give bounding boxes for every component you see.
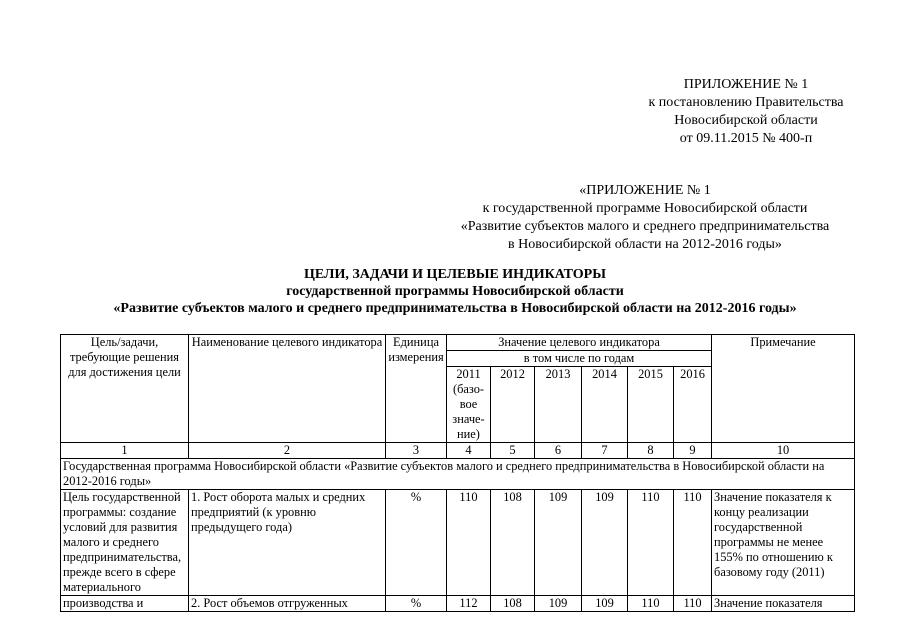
header-row xyxy=(61,335,855,351)
indicator-value: 112 xyxy=(447,596,491,612)
indicator-value: 109 xyxy=(582,596,628,612)
indicator-unit: % xyxy=(386,490,447,596)
column-number-row xyxy=(61,443,855,459)
table-row xyxy=(61,596,855,612)
header-unit: Единица измерения xyxy=(386,335,447,443)
header-year-base: 2011 (базо-вое значе-ние) xyxy=(447,367,491,443)
indicator-value: 108 xyxy=(491,596,535,612)
appendix-line: ПРИЛОЖЕНИЕ № 1 xyxy=(683,77,809,92)
column-number: 4 xyxy=(447,443,491,459)
title-line: государственной программы Новосибирской области xyxy=(286,284,624,299)
column-number: 7 xyxy=(582,443,628,459)
indicator-note-text: Значение показателя xyxy=(714,596,823,610)
appendix-line: Новосибирской области xyxy=(674,113,818,128)
header-indicator: Наименование целевого индикатора xyxy=(189,335,386,443)
header-value: Значение целевого индикатора xyxy=(447,335,712,351)
header-by-years: в том числе по годам xyxy=(447,351,712,367)
indicator-value: 109 xyxy=(535,490,582,596)
header-goal: Цель/задачи, требующие решения для достижения цели xyxy=(61,335,189,443)
indicator-note xyxy=(712,596,855,612)
indicator-name-text: 2. Рост объемов отгруженных xyxy=(191,596,348,610)
header-year: 2012 xyxy=(491,367,535,443)
column-number: 3 xyxy=(386,443,447,459)
indicator-value: 110 xyxy=(628,596,674,612)
goal-cell-continued xyxy=(61,596,189,612)
column-number: 1 xyxy=(61,443,189,459)
appendix-line: к постановлению Правительства xyxy=(648,95,844,110)
goal-text-continued: производства и xyxy=(63,596,144,610)
program-row xyxy=(61,459,855,490)
program-appendix-header xyxy=(430,182,860,254)
goal-cell: Цель государственной программы: создание условий для развития малого и среднего предпринимательства, прежде всего в сфере материального xyxy=(61,490,189,596)
appendix-line: «Развитие субъектов малого и среднего предпринимательства xyxy=(460,219,830,234)
header-year: 2013 xyxy=(535,367,582,443)
program-name: Государственная программа Новосибирской области «Развитие субъектов малого и среднего предпринимательства в Новосибирской области на 2012-2016 годы» xyxy=(61,459,855,490)
indicator-value: 108 xyxy=(491,490,535,596)
header-note: Примечание xyxy=(712,335,855,443)
column-number: 10 xyxy=(712,443,855,459)
indicator-value: 110 xyxy=(674,490,712,596)
title-line: «Развитие субъектов малого и среднего предпринимательства в Новосибирской области на 2012-2016 годы» xyxy=(113,301,797,316)
table-row xyxy=(61,490,855,596)
indicator-note: Значение показателя к концу реализации государственной программы не менее 155% по отношению к базовому году (2011) xyxy=(712,490,855,596)
indicator-value: 110 xyxy=(447,490,491,596)
column-number: 6 xyxy=(535,443,582,459)
column-number: 2 xyxy=(189,443,386,459)
document-title xyxy=(40,266,870,317)
indicators-table xyxy=(60,334,855,612)
column-number: 8 xyxy=(628,443,674,459)
indicator-value: 110 xyxy=(674,596,712,612)
column-number: 5 xyxy=(491,443,535,459)
indicator-value: 109 xyxy=(535,596,582,612)
indicator-value: 109 xyxy=(582,490,628,596)
indicator-unit: % xyxy=(386,596,447,612)
indicator-name xyxy=(189,596,386,612)
appendix-line: к государственной программе Новосибирской области xyxy=(482,201,808,216)
appendix-line: от 09.11.2015 № 400-п xyxy=(679,131,813,146)
header-year: 2016 xyxy=(674,367,712,443)
appendix-header xyxy=(596,76,896,148)
indicator-value: 110 xyxy=(628,490,674,596)
column-number: 9 xyxy=(674,443,712,459)
title-line: ЦЕЛИ, ЗАДАЧИ И ЦЕЛЕВЫЕ ИНДИКАТОРЫ xyxy=(304,267,606,282)
indicator-name: 1. Рост оборота малых и средних предприятий (к уровню предыдущего года) xyxy=(189,490,386,596)
header-year: 2014 xyxy=(582,367,628,443)
appendix-line: «ПРИЛОЖЕНИЕ № 1 xyxy=(579,183,711,198)
header-year: 2015 xyxy=(628,367,674,443)
appendix-line: в Новосибирской области на 2012-2016 годы» xyxy=(508,237,782,252)
